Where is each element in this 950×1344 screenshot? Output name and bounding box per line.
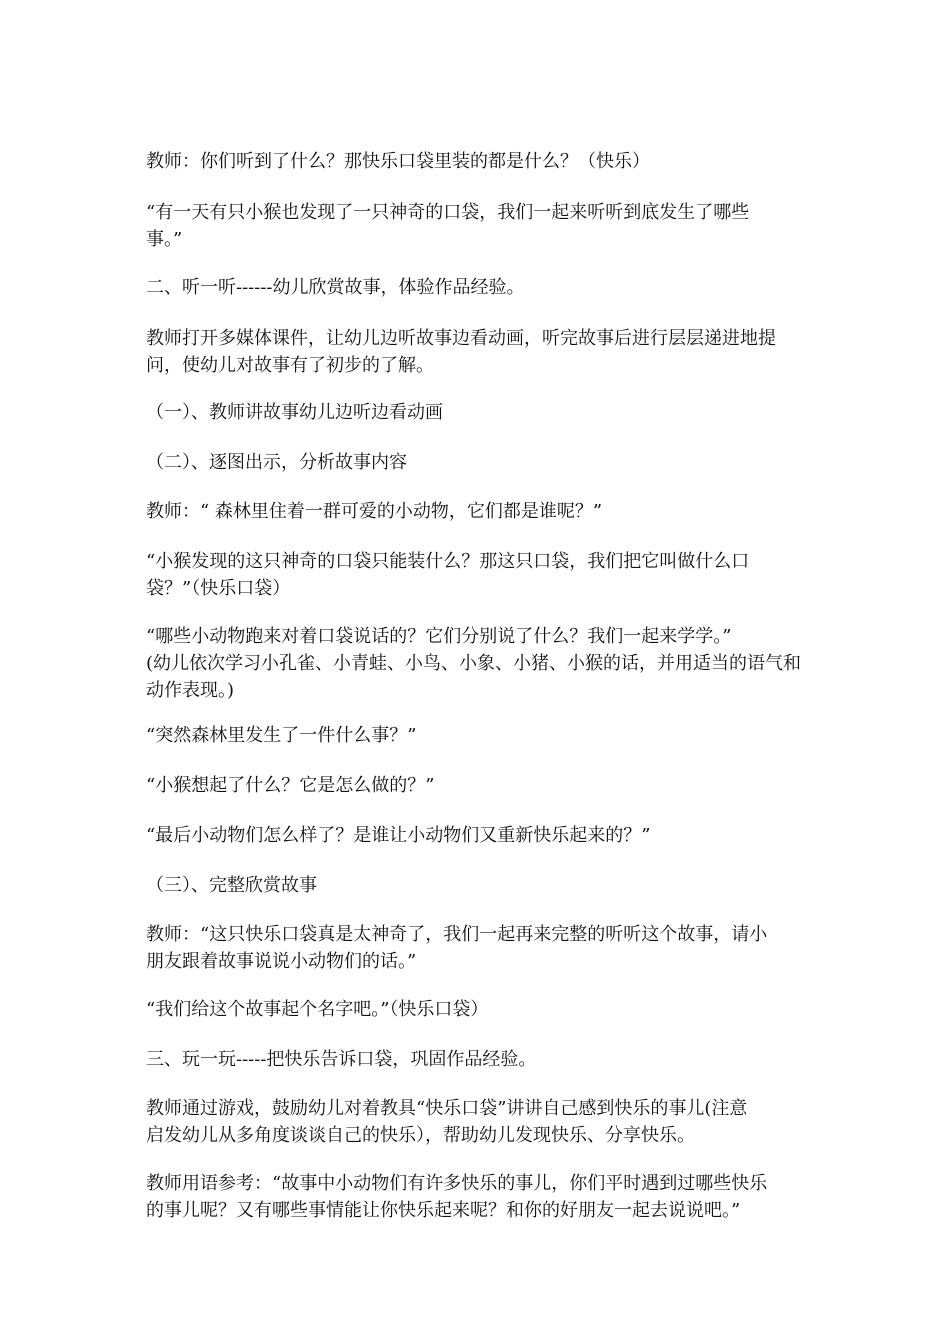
text-line: 问，使幼儿对故事有了初步的了解。 (146, 355, 434, 376)
text-line: 二、听一听------幼儿欣赏故事，体验作品经验。 (146, 277, 525, 298)
text-line: （二）、逐图出示，分析故事内容 (146, 452, 407, 473)
text-line: 三、玩一玩-----把快乐告诉口袋，巩固作品经验。 (146, 1049, 537, 1070)
subheading-2 (146, 449, 814, 476)
paragraph-17 (146, 1095, 814, 1149)
subheading-1 (146, 399, 814, 426)
paragraph-9 (146, 623, 814, 704)
paragraph-12 (146, 822, 814, 849)
text-line: 袋？”（快乐口袋） (146, 578, 291, 599)
text-line: “哪些小动物跑来对着口袋说话的？它们分别说了什么？我们一起来学学。” (146, 626, 732, 647)
text-line: （一）、教师讲故事幼儿边听边看动画 (146, 402, 443, 423)
text-line: 教师通过游戏，鼓励幼儿对着教具“快乐口袋”讲讲自己感到快乐的事儿(注意 (146, 1098, 748, 1119)
text-line: 教师：你们听到了什么？那快乐口袋里装的都是什么？（快乐） (146, 151, 650, 172)
text-line: 教师用语参考：“故事中小动物们有许多快乐的事儿，你们平时遇到过哪些快乐 (146, 1173, 768, 1194)
paragraph-8 (146, 548, 814, 602)
paragraph-18 (146, 1170, 814, 1224)
subheading-3 (146, 872, 814, 899)
text-line: 朋友跟着故事说说小动物们的话。” (146, 951, 417, 972)
text-line: 动作表现。) (146, 680, 235, 701)
text-line: 的事儿呢？又有哪些事情能让你快乐起来呢？和你的好朋友一起去说说吧。” (146, 1200, 741, 1221)
text-line: “突然森林里发生了一件什么事？” (146, 725, 417, 746)
paragraph-2 (146, 199, 814, 253)
paragraph-10 (146, 722, 814, 749)
text-line: “最后小动物们怎么样了？是谁让小动物们又重新快乐起来的？” (146, 825, 651, 846)
text-line: “有一天有只小猴也发现了一只神奇的口袋，我们一起来听听到底发生了哪些 (146, 202, 750, 223)
paragraph-7 (146, 498, 814, 525)
section-heading-3 (146, 1046, 814, 1073)
paragraph-15 (146, 996, 814, 1023)
paragraph-4 (146, 325, 814, 379)
section-heading-2 (146, 274, 814, 301)
text-line: 启发幼儿从多角度谈谈自己的快乐），帮助幼儿发现快乐、分享快乐。 (146, 1125, 695, 1146)
text-line: “我们给这个故事起个名字吧。”（快乐口袋） (146, 999, 489, 1020)
text-line: 事。” (146, 229, 183, 250)
text-line: 教师打开多媒体课件，让幼儿边听故事边看动画，听完故事后进行层层递进地提 (146, 328, 776, 349)
paragraph-14 (146, 921, 814, 975)
paragraph-11 (146, 772, 814, 799)
text-line: 教师：“ 森林里住着一群可爱的小动物，它们都是谁呢？” (146, 501, 603, 522)
text-line: “小猴想起了什么？它是怎么做的？” (146, 775, 435, 796)
paragraph-1 (146, 148, 814, 175)
text-line: 教师：“这只快乐口袋真是太神奇了，我们一起再来完整的听听这个故事，请小 (146, 924, 768, 945)
text-line: “小猴发现的这只神奇的口袋只能装什么？那这只口袋，我们把它叫做什么口 (146, 551, 750, 572)
text-line: (幼儿依次学习小孔雀、小青蛙、小鸟、小象、小猪、小猴的话，并用适当的语气和 (146, 653, 802, 674)
text-line: （三）、完整欣赏故事 (146, 875, 317, 896)
